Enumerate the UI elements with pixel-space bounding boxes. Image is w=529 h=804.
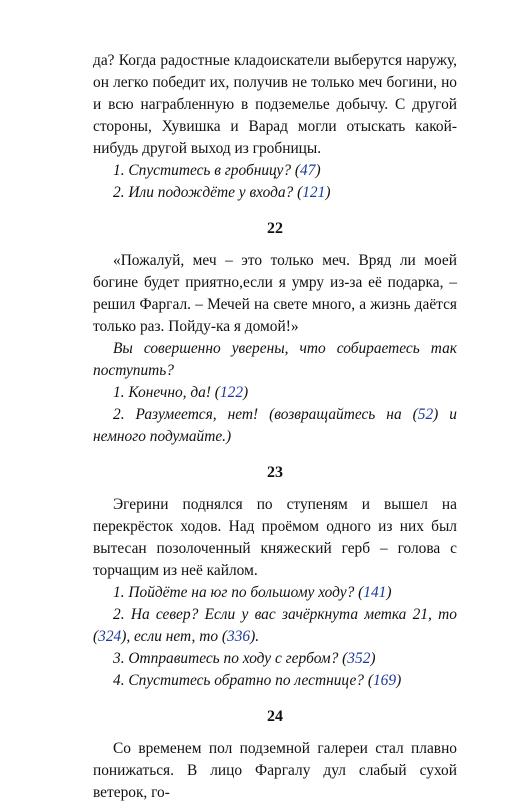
section-number: 24	[267, 708, 283, 725]
section-ref[interactable]: 141	[363, 584, 387, 601]
choice-item[interactable]: 1. Пойдёте на юг по большому ходу? (141)	[113, 584, 392, 601]
choice-item[interactable]: 2. Или подождёте у входа? (121)	[113, 184, 331, 201]
section-ref[interactable]: 336	[227, 628, 251, 645]
section-ref[interactable]: 352	[347, 650, 371, 667]
section-ref[interactable]: 169	[372, 672, 397, 689]
section-ref[interactable]: 47	[300, 162, 316, 179]
section-ref[interactable]: 122	[219, 384, 244, 401]
body-paragraph: Со временем пол подземной галереи стал плавно понижаться. В лицо Фаргалу дул слабый сухой ветерок, го-	[93, 740, 457, 801]
choice-item[interactable]: 2. Разумеется, нет! (возвращайтесь на (52) и немного подумайте.)	[93, 406, 458, 445]
section-ref[interactable]: 121	[302, 184, 326, 201]
choice-item[interactable]: 1. Конечно, да! (122)	[113, 384, 249, 401]
question-text: Вы совершенно уверены, что собираетесь так поступить?	[93, 340, 457, 379]
choice-item[interactable]: 1. Спуститесь в гробницу? (47)	[113, 162, 321, 179]
body-paragraph: Эгерини поднялся по ступеням и вышел на перекрёсток ходов. Над проёмом одного из них был вытесан позолоченный княжеский герб – голова с торчащим из неё кайлом.	[93, 496, 457, 579]
section-ref[interactable]: 52	[417, 406, 434, 423]
section-ref[interactable]: 324	[98, 628, 122, 645]
section-number: 23	[267, 464, 283, 481]
body-paragraph: да? Когда радостные кладоискатели выберутся наружу, он легко победит их, получив не только меч богини, но и всю награбленную в подземелье добычу. С другой стороны, Хувишка и Варад могли отыскать какой-нибудь другой выход из гробницы.	[93, 52, 457, 157]
choice-item[interactable]: 3. Отправитесь по ходу с гербом? (352)	[113, 650, 376, 667]
choice-item[interactable]: 4. Спуститесь обратно по лестнице? (169)	[113, 672, 402, 689]
choice-item[interactable]: 2. На север? Если у вас зачёркнута метка 21, то (324), если нет, то (336).	[93, 606, 457, 645]
book-page	[93, 50, 457, 804]
body-paragraph: «Пожалуй, меч – это только меч. Вряд ли моей богине будет приятно,если я умру из-за её подарка, – решил Фаргал. – Мечей на свете много, а жизнь даётся только раз. Пойду-ка я домой!»	[93, 252, 457, 335]
section-number: 22	[267, 220, 283, 237]
